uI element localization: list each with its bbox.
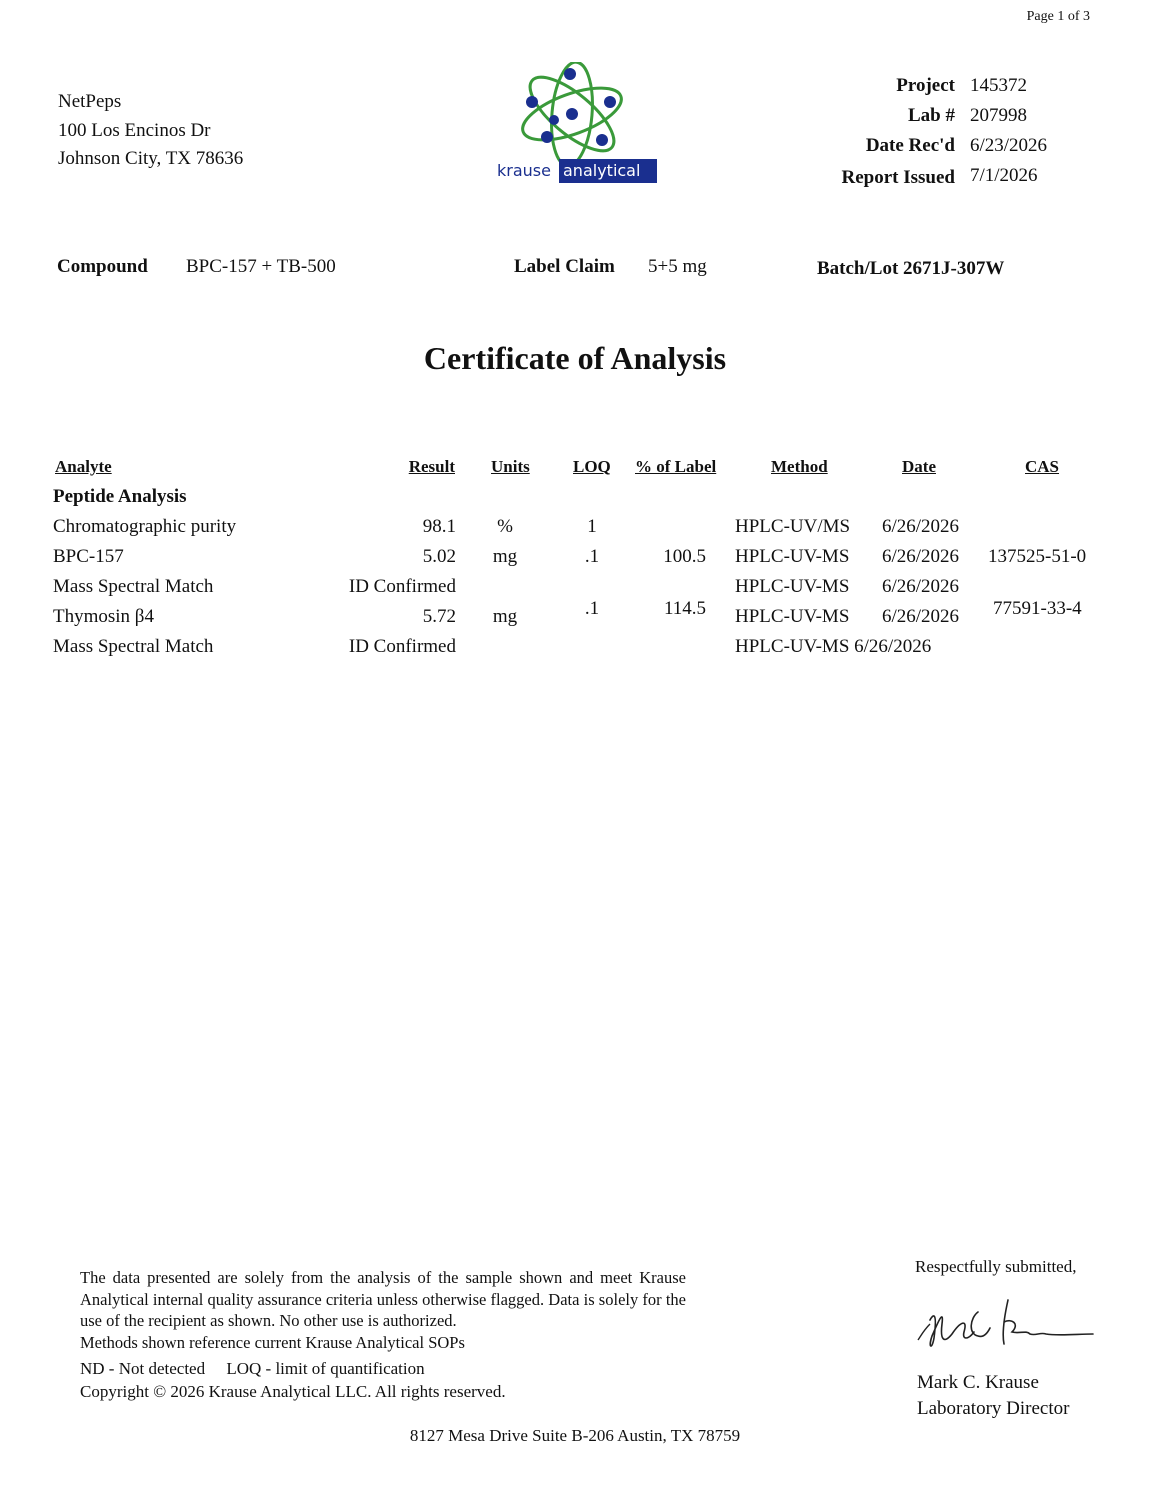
row3-analyte: Mass Spectral Match [53, 576, 214, 597]
row1-method: HPLC-UV/MS [735, 516, 851, 537]
row4-analyte: Thymosin β4 [53, 606, 154, 627]
report-issued-value: 7/1/2026 [970, 165, 1038, 186]
row2-units: mg [492, 546, 518, 567]
lab-number-row [780, 105, 1110, 135]
label-claim-value: 5+5 mg [648, 256, 707, 277]
row3-method: HPLC-UV-MS [735, 576, 850, 597]
report-issued-label: Report Issued [841, 167, 955, 188]
row4-method: HPLC-UV-MS [735, 606, 850, 627]
label-claim-label: Label Claim [514, 256, 615, 277]
row4-percent-label: 114.5 [663, 598, 706, 619]
signer-title: Laboratory Director [917, 1398, 1070, 1419]
row2-loq: .1 [584, 546, 600, 567]
row2-percent-label: 100.5 [663, 546, 706, 567]
header-loq: LOQ [573, 457, 611, 476]
date-received-value: 6/23/2026 [970, 135, 1048, 156]
krause-analytical-logo [492, 62, 662, 190]
lab-address: 8127 Mesa Drive Suite B-206 Austin, TX 78759 [409, 1426, 741, 1445]
row4-units: mg [492, 606, 518, 627]
page-number: Page 1 of 3 [1026, 9, 1090, 24]
client-city: Johnson City, TX 78636 [58, 148, 244, 169]
client-address [58, 88, 243, 174]
abbreviation-legend: ND - Not detected LOQ - limit of quantification [80, 1359, 425, 1378]
header-percent-label: % of Label [635, 457, 717, 476]
row1-date: 6/26/2026 [882, 516, 960, 537]
row2-analyte: BPC-157 [53, 546, 124, 567]
row1-analyte: Chromatographic purity [53, 516, 237, 537]
project-info [780, 75, 1110, 195]
row1-result: 98.1 [422, 516, 456, 537]
project-row [780, 75, 1110, 105]
atom-icon [516, 62, 627, 168]
batch-lot: Batch/Lot 2671J-307W [817, 258, 1005, 279]
lab-number-value: 207998 [970, 105, 1027, 126]
row5-result: ID Confirmed [348, 636, 456, 657]
report-issued-row [780, 167, 1110, 197]
client-street: 100 Los Encinos Dr [58, 119, 211, 141]
row4-result: 5.72 [422, 606, 456, 627]
header-cas: CAS [1025, 457, 1060, 476]
row2-result: 5.02 [422, 546, 456, 567]
lab-number-label: Lab # [908, 105, 955, 126]
row5-method: HPLC-UV-MS 6/26/2026 [735, 636, 932, 657]
row2-date: 6/26/2026 [882, 546, 960, 567]
row3-result: ID Confirmed [348, 576, 456, 597]
row1-units: % [497, 516, 513, 537]
copyright: Copyright © 2026 Krause Analytical LLC. All rights reserved. [80, 1382, 506, 1401]
header-analyte: Analyte [55, 457, 112, 476]
signer [917, 1370, 1069, 1422]
header-method: Method [771, 457, 828, 476]
respectfully-submitted: Respectfully submitted, [915, 1257, 1077, 1276]
disclaimer-text: The data presented are solely from the analysis of the sample shown and meet Krause Analytical internal quality assurance criteria unless otherwise flagged. Data is solely for the use of the recipient as shown. No other use is authorized. [80, 1268, 686, 1330]
row2-cas: 137525-51-0 [988, 546, 1087, 567]
header-units: Units [491, 457, 530, 476]
project-label: Project [896, 75, 955, 96]
date-received-row [780, 135, 1110, 165]
logo-text-analytical: analytical [563, 161, 641, 180]
header-result: Result [408, 457, 455, 476]
signature [908, 1278, 1098, 1368]
compound-value: BPC-157 + TB-500 [186, 256, 336, 277]
row4-date: 6/26/2026 [882, 606, 960, 627]
disclaimer [80, 1267, 686, 1353]
row3-date: 6/26/2026 [882, 576, 960, 597]
row2-method: HPLC-UV-MS [735, 546, 850, 567]
compound-label: Compound [57, 256, 148, 277]
project-value: 145372 [970, 75, 1027, 96]
client-name: NetPeps [58, 91, 122, 112]
row1-loq: 1 [587, 516, 597, 537]
section-peptide-analysis: Peptide Analysis [53, 486, 187, 507]
row4-loq: .1 [584, 598, 600, 619]
date-received-label: Date Rec'd [865, 135, 955, 156]
row5-analyte: Mass Spectral Match [53, 636, 214, 657]
header-date: Date [902, 457, 936, 476]
methods-note: Methods shown reference current Krause Analytical SOPs [80, 1332, 465, 1352]
footer-notes [80, 1357, 506, 1403]
document-title: Certificate of Analysis [423, 340, 727, 376]
logo-text-krause: krause [497, 161, 551, 180]
row4-cas: 77591-33-4 [993, 598, 1082, 619]
signer-name: Mark C. Krause [917, 1372, 1039, 1393]
